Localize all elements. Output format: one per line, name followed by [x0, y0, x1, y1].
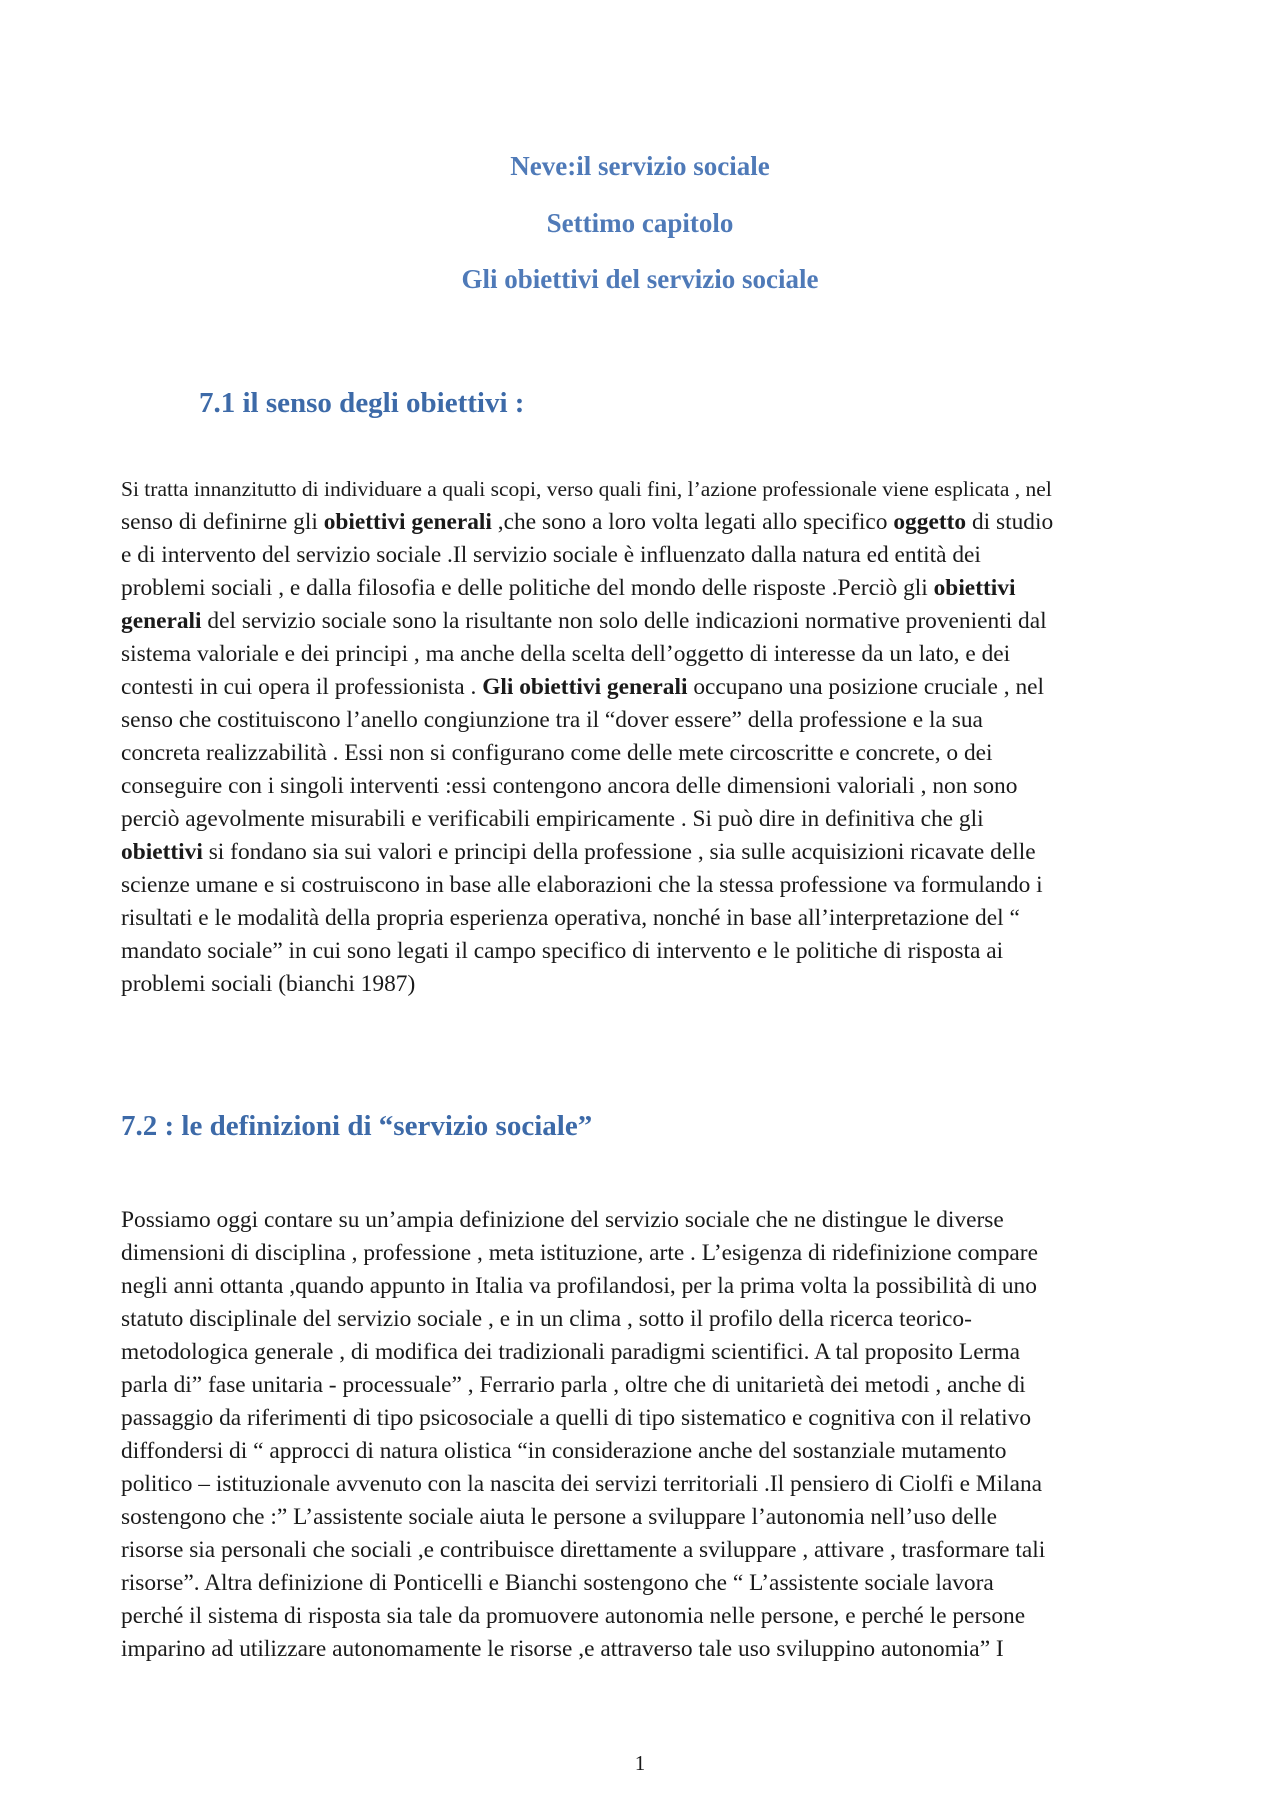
text-line: [121, 671, 1161, 704]
text-run: imparino ad utilizzare autonomamente le risorse ,e attraverso tale uso sviluppino autonomia” I: [121, 1636, 1004, 1662]
section-7-2-paragraph: [121, 1204, 1161, 1666]
text-line: [121, 1336, 1161, 1369]
page-number: 1: [634, 1751, 646, 1775]
text-run: perciò agevolmente misurabili e verificabili empiricamente . Si può dire in definitiva che gli: [121, 806, 984, 832]
text-run: sistema valoriale e dei principi , ma anche della scelta dell’oggetto di interesse da un lato, e dei: [121, 641, 1011, 667]
text-run: di studio: [966, 509, 1054, 535]
text-run: risultati e le modalità della propria esperienza operativa, nonché in base all’interpretazione del “: [121, 905, 1020, 931]
text-run: risorse sia personali che sociali ,e contribuisce direttamente a sviluppare , attivare , trasformare tali: [121, 1537, 1046, 1563]
text-line: [121, 869, 1161, 902]
bold-term: oggetto: [893, 509, 967, 535]
text-run: politico – istituzionale avvenuto con la nascita dei servizi territoriali .Il pensiero di Ciolfi e Milana: [121, 1471, 1043, 1497]
text-line: [121, 572, 1161, 605]
chapter-label: Settimo capitolo: [546, 208, 734, 238]
bold-term: generali: [121, 608, 202, 634]
text-line: [121, 803, 1161, 836]
text-run: problemi sociali (bianchi 1987): [121, 971, 416, 997]
text-run: parla di” fase unitaria - processuale” , Ferrario parla , oltre che di unitarietà dei metodi , anche di: [121, 1372, 1026, 1398]
text-line: [121, 1369, 1161, 1402]
text-run: statuto disciplinale del servizio sociale , e in un clima , sotto il profilo della ricerca teorico-: [121, 1306, 972, 1332]
text-line: [121, 770, 1161, 803]
text-line: [121, 1534, 1161, 1567]
text-run: diffondersi di “ approcci di natura olistica “in considerazione anche del sostanziale mutamento: [121, 1438, 1007, 1464]
text-run: e di intervento del servizio sociale .Il servizio sociale è influenzato dalla natura ed entità dei: [121, 542, 981, 568]
text-line: [121, 1435, 1161, 1468]
text-run: dimensioni di disciplina , professione , meta istituzione, arte . L’esigenza di ridefinizione compare: [121, 1240, 1038, 1266]
text-line: [121, 1204, 1161, 1237]
text-line: [121, 1468, 1161, 1501]
text-run: problemi sociali , e dalla filosofia e delle politiche del mondo delle risposte .Perciò gli: [121, 575, 934, 601]
text-line: [121, 1303, 1161, 1336]
text-line: [121, 902, 1161, 935]
text-line: [121, 506, 1161, 539]
text-run: scienze umane e si costruiscono in base alle elaborazioni che la stessa professione va formulando i: [121, 872, 1043, 898]
text-run: Possiamo oggi contare su un’ampia definizione del servizio sociale che ne distingue le diverse: [121, 1207, 1004, 1233]
text-run: mandato sociale” in cui sono legati il campo specifico di intervento e le politiche di risposta ai: [121, 938, 1004, 964]
text-line: [121, 1633, 1161, 1666]
text-line: [121, 1270, 1161, 1303]
text-line: [121, 1237, 1161, 1270]
text-run: perché il sistema di risposta sia tale da promuovere autonomia nelle persone, e perché le persone: [121, 1603, 1026, 1629]
text-run: metodologica generale , di modifica dei tradizionali paradigmi scientifici. A tal proposito Lerma: [121, 1339, 1020, 1365]
text-line: [121, 1567, 1161, 1600]
book-title: Neve:il servizio sociale: [510, 151, 770, 181]
text-run: senso che costituiscono l’anello congiunzione tra il “dover essere” della professione e la sua: [121, 707, 983, 733]
text-line: [121, 539, 1161, 572]
text-line: [121, 737, 1161, 770]
text-line: [121, 968, 1161, 1001]
text-line: [121, 1501, 1161, 1534]
text-run: sostengono che :” L’assistente sociale aiuta le persone a sviluppare l’autonomia nell’uso delle: [121, 1504, 998, 1530]
text-line: [121, 605, 1161, 638]
text-run: ,che sono a loro volta legati allo specifico: [491, 509, 894, 535]
text-run: conseguire con i singoli interventi :essi contengono ancora delle dimensioni valoriali , non sono: [121, 773, 1018, 799]
section-7-2-heading: 7.2 : le definizioni di “servizio sociale”: [121, 1110, 593, 1142]
text-line: [121, 1600, 1161, 1633]
text-run: passaggio da riferimenti di tipo psicosociale a quelli di tipo sistematico e cognitiva con il relativo: [121, 1405, 1032, 1431]
text-run: concreta realizzabilità . Essi non si configurano come delle mete circoscritte e concrete, o dei: [121, 740, 993, 766]
section-7-1-heading: 7.1 il senso degli obiettivi :: [199, 387, 525, 419]
bold-term: obiettivi: [933, 575, 1016, 601]
text-line: [121, 1402, 1161, 1435]
bold-term: Gli obiettivi generali: [482, 674, 688, 700]
text-run: negli anni ottanta ,quando appunto in Italia va profilandosi, per la prima volta la possibilità di uno: [121, 1273, 1037, 1299]
text-line: [121, 473, 1161, 506]
text-line: [121, 836, 1161, 869]
bold-term: obiettivi generali: [323, 509, 492, 535]
text-run: Si tratta innanzitutto di individuare a quali scopi, verso quali fini, l’azione professionale viene esplicata , nel: [121, 477, 1052, 501]
bold-term: obiettivi: [121, 839, 203, 865]
text-run: si fondano sia sui valori e principi della professione , sia sulle acquisizioni ricavate delle: [202, 839, 1036, 865]
text-line: [121, 638, 1161, 671]
text-run: contesti in cui opera il professionista .: [121, 674, 483, 700]
text-line: [121, 935, 1161, 968]
text-run: risorse”. Altra definizione di Ponticelli e Bianchi sostengono che “ L’assistente sociale lavora: [121, 1570, 994, 1596]
text-run: occupano una posizione cruciale , nel: [687, 674, 1045, 700]
text-line: [121, 704, 1161, 737]
chapter-title: Gli obiettivi del servizio sociale: [461, 264, 819, 294]
text-run: del servizio sociale sono la risultante non solo delle indicazioni normative provenienti dal: [201, 608, 1047, 634]
text-run: senso di definirne gli: [121, 509, 324, 535]
section-7-1-paragraph: [121, 473, 1161, 1001]
